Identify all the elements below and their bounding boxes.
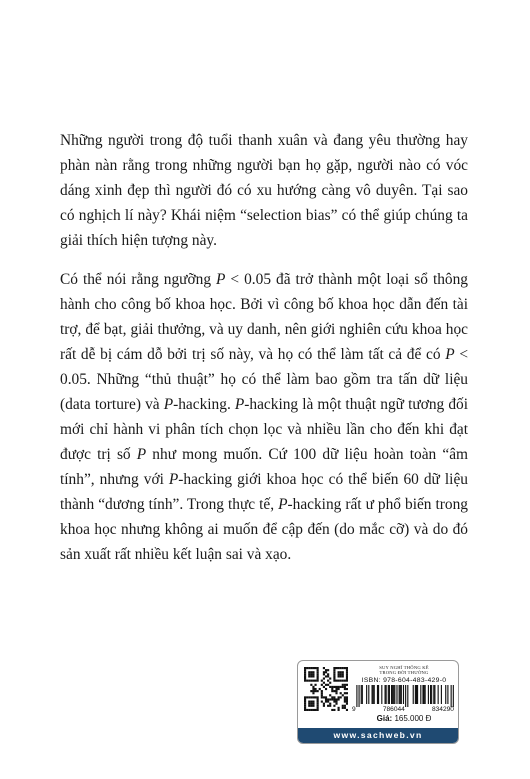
qr-module	[312, 701, 314, 703]
qr-module	[314, 680, 316, 682]
p2-italic-p: P	[136, 446, 147, 463]
qr-module	[323, 667, 325, 669]
qr-module	[304, 701, 306, 703]
p2-italic-p: P	[445, 346, 455, 363]
qr-module	[340, 680, 342, 682]
qr-module	[346, 709, 348, 711]
qr-module	[323, 673, 325, 675]
qr-module	[344, 696, 346, 698]
qr-module	[323, 671, 325, 673]
qr-module	[317, 677, 319, 679]
qr-module	[333, 671, 335, 673]
barcode-bar	[453, 685, 454, 707]
barcode-bar	[424, 685, 425, 704]
qr-module	[333, 680, 335, 682]
qr-module	[342, 694, 344, 696]
barcode-bar	[403, 685, 404, 704]
p2-italic-p: P	[163, 396, 174, 413]
qr-module	[317, 690, 319, 692]
qr-module	[310, 684, 312, 686]
p2-segment: < 0.05. Những “thủ thuật” họ có thể làm bao gồm tra tấn dữ liệu (data torture) và	[60, 346, 468, 413]
barcode-bar	[416, 685, 417, 704]
barcode-bar	[388, 685, 389, 704]
qr-module	[329, 703, 331, 705]
qr-module	[312, 690, 314, 692]
qr-module	[308, 701, 310, 703]
barcode-bar	[391, 685, 392, 704]
qr-module	[333, 675, 335, 677]
qr-module	[310, 680, 312, 682]
p2-segment: như mong muốn. Cứ 100 dữ liệu hoàn toàn “âm tính”, nhưng với	[60, 446, 468, 488]
barcode-bar	[373, 685, 374, 704]
qr-module	[317, 675, 319, 677]
qr-module	[346, 698, 348, 700]
barcode-bar	[374, 685, 375, 704]
qr-module	[310, 696, 312, 698]
qr-module	[310, 709, 312, 711]
price-value: 165.000 Đ	[394, 714, 432, 723]
barcode-bar	[434, 685, 435, 704]
qr-module	[329, 705, 331, 707]
qr-module	[308, 703, 310, 705]
qr-module	[312, 705, 314, 707]
book-series-line-2: TRONG ĐỜI THƯỜNG	[379, 670, 429, 675]
qr-module	[331, 698, 333, 700]
barcode-bar	[361, 685, 362, 704]
qr-module	[325, 675, 327, 677]
qr-module	[321, 694, 323, 696]
barcode-bar	[445, 685, 446, 704]
qr-module	[310, 671, 312, 673]
barcode-bar	[368, 685, 369, 704]
qr-module	[346, 673, 348, 675]
qr-module	[338, 696, 340, 698]
qr-module	[344, 698, 346, 700]
qr-module	[304, 671, 306, 673]
qr-module	[314, 667, 316, 669]
barcode-bar	[417, 685, 418, 704]
qr-module	[304, 680, 306, 682]
qr-module	[342, 675, 344, 677]
qr-module	[335, 686, 337, 688]
qr-module	[325, 688, 327, 690]
qr-module	[333, 696, 335, 698]
qr-module	[304, 677, 306, 679]
qr-module	[344, 692, 346, 694]
qr-module	[304, 675, 306, 677]
qr-module	[317, 696, 319, 698]
qr-module	[333, 705, 335, 707]
price-sticker	[297, 660, 459, 744]
qr-module	[314, 696, 316, 698]
qr-module	[304, 667, 306, 669]
qr-module	[333, 669, 335, 671]
qr-module	[308, 675, 310, 677]
barcode-bar	[415, 685, 416, 704]
barcode-bar	[433, 685, 434, 704]
qr-module	[335, 680, 337, 682]
qr-module	[331, 688, 333, 690]
qr-module	[344, 680, 346, 682]
qr-module	[310, 701, 312, 703]
qr-module	[346, 701, 348, 703]
qr-module	[342, 707, 344, 709]
p2-segment: < 0.05 đã trở thành một loại sổ thông hành cho công bố khoa học. Bởi vì công bố khoa học dẫn đến tài trợ, để bạt, giải thưởng, và uy danh, nên giới nghiên cứu khoa học rất dễ bị cám dỗ bởi trị số này, và họ có thể làm tất cả để có	[60, 271, 469, 363]
barcode-digit-group-1: 786044	[382, 706, 405, 713]
qr-module	[342, 671, 344, 673]
qr-module	[325, 696, 327, 698]
qr-module	[346, 667, 348, 669]
barcode-digits	[352, 706, 456, 713]
paragraph-1: Những người trong độ tuổi thanh xuân và đang yêu thường hay phàn nàn rằng trong những người bạn họ gặp, người nào có vóc dáng xinh đẹp thì người đó có xu hướng càng vô duyên. Tại sao có nghịch lí này? Khái niệm “selection bias” có thể giúp chúng ta giải thích hiện tượng này.	[60, 132, 468, 249]
barcode-bar	[392, 685, 393, 704]
qr-module	[344, 688, 346, 690]
qr-module	[314, 709, 316, 711]
qr-module	[342, 667, 344, 669]
qr-module	[317, 667, 319, 669]
qr-module	[304, 705, 306, 707]
qr-module	[331, 686, 333, 688]
qr-module	[331, 696, 333, 698]
qr-module	[325, 698, 327, 700]
barcode-digit-group-2: 834290	[431, 706, 454, 713]
qr-module	[325, 684, 327, 686]
qr-module	[317, 680, 319, 682]
qr-module	[312, 696, 314, 698]
qr-module	[304, 698, 306, 700]
qr-module	[327, 669, 329, 671]
qr-module	[304, 696, 306, 698]
qr-module	[327, 673, 329, 675]
qr-module	[312, 675, 314, 677]
qr-module	[333, 677, 335, 679]
p2-italic-p: P	[216, 271, 226, 288]
qr-module	[346, 703, 348, 705]
qr-module	[325, 701, 327, 703]
barcode-bar	[396, 685, 397, 704]
barcode-bar	[372, 685, 373, 704]
qr-module	[310, 673, 312, 675]
barcode-bar	[438, 685, 439, 704]
qr-module	[312, 671, 314, 673]
qr-module	[308, 696, 310, 698]
p2-segment: -hacking là một thuật ngữ tương đối mới chỉ hành vi phân tích chọn lọc và nhiều lần cho đến khi đạt được trị số	[60, 396, 468, 463]
paragraph-2	[60, 267, 468, 567]
qr-module	[323, 677, 325, 679]
qr-module	[308, 667, 310, 669]
barcode-bar	[399, 685, 400, 704]
p2-segment: -hacking giới khoa học có thể biến 60 dữ liệu thành “dương tính”. Trong thực tế,	[60, 471, 468, 513]
qr-module	[312, 703, 314, 705]
qr-module	[338, 675, 340, 677]
qr-module	[342, 705, 344, 707]
qr-module	[335, 692, 337, 694]
barcode-bar	[451, 685, 452, 707]
qr-module	[306, 680, 308, 682]
qr-module	[317, 703, 319, 705]
qr-module	[304, 709, 306, 711]
qr-module	[312, 692, 314, 694]
qr-module	[346, 669, 348, 671]
qr-module	[333, 709, 335, 711]
qr-module	[338, 698, 340, 700]
qr-module	[331, 690, 333, 692]
qr-module	[327, 680, 329, 682]
barcode-bar	[366, 685, 367, 704]
qr-module	[327, 684, 329, 686]
qr-module	[338, 709, 340, 711]
price	[352, 714, 456, 723]
barcode-bar	[400, 685, 401, 704]
book-series-line-1: SUY NGHĨ THỐNG KÊ	[379, 665, 429, 670]
qr-module	[327, 705, 329, 707]
qr-module	[317, 669, 319, 671]
qr-module	[317, 701, 319, 703]
qr-module	[344, 705, 346, 707]
qr-module	[323, 703, 325, 705]
barcode-bar	[413, 685, 414, 704]
qr-module	[304, 673, 306, 675]
qr-module	[329, 698, 331, 700]
qr-module	[346, 692, 348, 694]
qr-module	[333, 701, 335, 703]
sticker-info	[352, 665, 456, 723]
barcode-bar	[430, 685, 431, 704]
qr-module	[344, 707, 346, 709]
barcode-bar	[431, 685, 432, 704]
qr-module	[344, 667, 346, 669]
qr-module	[304, 669, 306, 671]
qr-module	[340, 671, 342, 673]
qr-module	[340, 686, 342, 688]
qr-module	[310, 705, 312, 707]
barcode-bar	[393, 685, 394, 704]
barcode-bar	[401, 685, 402, 704]
qr-module	[314, 684, 316, 686]
qr-module	[306, 709, 308, 711]
qr-module	[338, 671, 340, 673]
qr-module	[323, 686, 325, 688]
qr-module	[333, 698, 335, 700]
qr-module	[338, 707, 340, 709]
barcode-bar	[378, 685, 379, 704]
barcode-bar	[420, 685, 421, 704]
qr-module	[335, 688, 337, 690]
barcode-bar	[377, 685, 378, 704]
qr-module	[333, 673, 335, 675]
qr-module	[335, 690, 337, 692]
qr-module	[340, 673, 342, 675]
qr-module	[321, 692, 323, 694]
qr-module	[342, 673, 344, 675]
barcode-bar	[362, 685, 363, 704]
p2-segment: -hacking rất ư phổ biến trong khoa học nhưng không ai muốn để cập đến (do mắc cỡ) và do đó sản xuất rất nhiều kết luận sai và xạo.	[60, 496, 468, 563]
p2-italic-p: P	[278, 496, 288, 513]
qr-code-icon	[304, 667, 348, 711]
qr-module	[310, 690, 312, 692]
barcode-bar	[389, 685, 390, 704]
qr-module	[321, 701, 323, 703]
qr-module	[333, 690, 335, 692]
price-label: Giá:	[376, 714, 393, 723]
qr-module	[317, 705, 319, 707]
barcode-bar	[394, 685, 395, 704]
qr-module	[321, 684, 323, 686]
qr-module	[314, 688, 316, 690]
qr-module	[308, 680, 310, 682]
qr-module	[346, 688, 348, 690]
barcode-bar	[425, 685, 426, 704]
qr-module	[323, 696, 325, 698]
qr-module	[317, 707, 319, 709]
qr-module	[338, 667, 340, 669]
qr-module	[317, 698, 319, 700]
qr-module	[319, 688, 321, 690]
qr-module	[321, 680, 323, 682]
qr-module	[338, 673, 340, 675]
qr-module	[338, 686, 340, 688]
p2-italic-p: P	[234, 396, 245, 413]
qr-module	[308, 671, 310, 673]
qr-module	[346, 684, 348, 686]
qr-module	[340, 692, 342, 694]
qr-module	[312, 686, 314, 688]
barcode-bar	[447, 685, 448, 704]
qr-module	[329, 677, 331, 679]
qr-module	[344, 701, 346, 703]
barcode-icon	[352, 685, 456, 707]
barcode-bar	[441, 685, 442, 704]
qr-module	[346, 671, 348, 673]
p2-segment: Có thể nói rằng ngưỡng	[60, 271, 217, 288]
qr-module	[335, 703, 337, 705]
barcode-bar	[385, 685, 386, 704]
qr-module	[327, 698, 329, 700]
qr-module	[310, 675, 312, 677]
p2-italic-p: P	[168, 471, 179, 488]
qr-module	[310, 667, 312, 669]
qr-module	[346, 680, 348, 682]
qr-module	[329, 694, 331, 696]
barcode-bar	[386, 685, 387, 704]
barcode-digit-lead: 9	[352, 706, 356, 713]
qr-module	[335, 701, 337, 703]
qr-module	[342, 684, 344, 686]
qr-module	[312, 688, 314, 690]
barcode-bar	[359, 685, 360, 707]
qr-module	[312, 667, 314, 669]
qr-module	[333, 667, 335, 669]
qr-module	[321, 696, 323, 698]
website-link[interactable]: www.sachweb.vn	[298, 728, 458, 743]
qr-module	[312, 680, 314, 682]
barcode-bar	[356, 685, 357, 707]
qr-module	[340, 675, 342, 677]
qr-module	[304, 707, 306, 709]
barcode-bar	[422, 685, 423, 704]
qr-module	[317, 709, 319, 711]
barcode-bar	[407, 685, 408, 707]
qr-module	[306, 696, 308, 698]
qr-module	[308, 709, 310, 711]
barcode-bar	[405, 685, 406, 707]
qr-module	[314, 690, 316, 692]
qr-module	[308, 673, 310, 675]
qr-module	[317, 671, 319, 673]
qr-module	[306, 667, 308, 669]
qr-module	[335, 667, 337, 669]
qr-module	[333, 686, 335, 688]
qr-module	[327, 701, 329, 703]
qr-module	[342, 680, 344, 682]
qr-module	[327, 675, 329, 677]
qr-module	[342, 686, 344, 688]
barcode-bar	[381, 685, 382, 704]
qr-module	[325, 669, 327, 671]
qr-module	[317, 673, 319, 675]
qr-module	[329, 682, 331, 684]
qr-module	[323, 682, 325, 684]
barcode-bar	[428, 685, 429, 704]
qr-module	[312, 673, 314, 675]
qr-module	[321, 690, 323, 692]
qr-module	[325, 671, 327, 673]
qr-module	[310, 703, 312, 705]
qr-module	[329, 686, 331, 688]
qr-module	[304, 703, 306, 705]
qr-module	[308, 705, 310, 707]
isbn-label: ISBN: 978-604-483-429-0	[361, 677, 447, 684]
qr-module	[323, 705, 325, 707]
qr-module	[344, 686, 346, 688]
p2-segment: -hacking.	[173, 396, 235, 413]
qr-module	[346, 696, 348, 698]
qr-module	[338, 680, 340, 682]
qr-module	[340, 696, 342, 698]
qr-module	[338, 688, 340, 690]
qr-module	[346, 677, 348, 679]
qr-module	[340, 667, 342, 669]
qr-module	[312, 709, 314, 711]
qr-module	[335, 698, 337, 700]
qr-module	[344, 684, 346, 686]
qr-module	[346, 675, 348, 677]
qr-module	[331, 709, 333, 711]
